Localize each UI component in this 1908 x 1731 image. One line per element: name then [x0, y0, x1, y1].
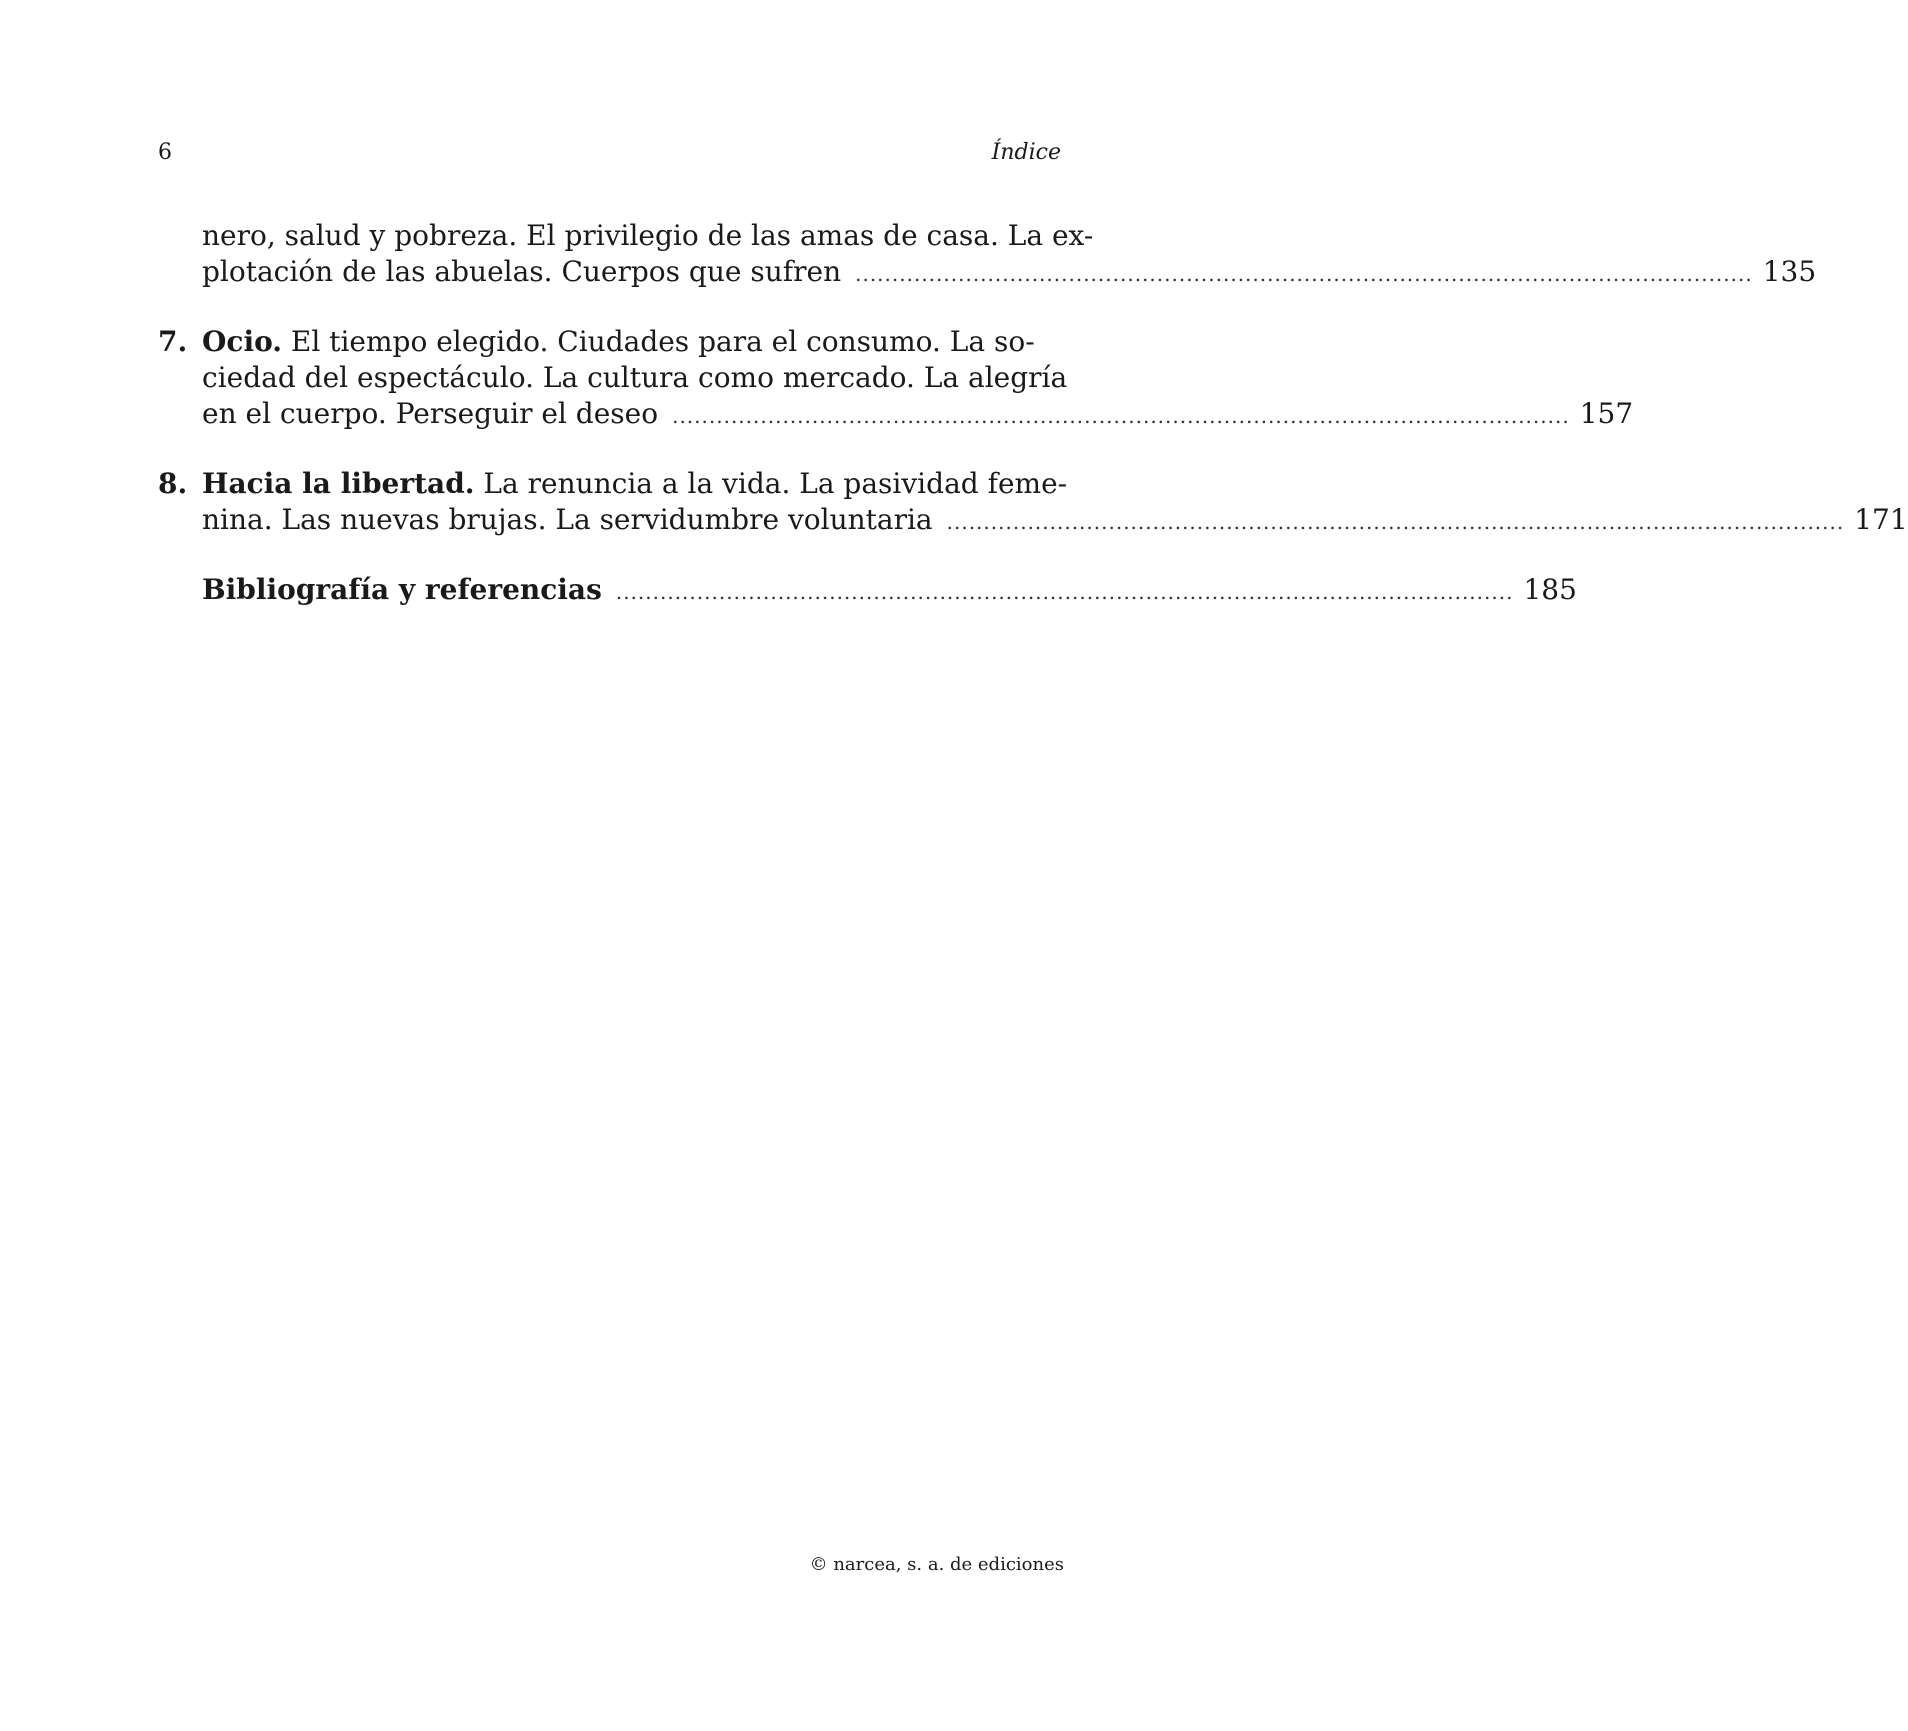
chapter-title: Bibliografía y referencias [202, 573, 602, 606]
chapter-title: Ocio. [202, 325, 283, 358]
toc-last-line: nina. Las nuevas brujas. La servidumbre voluntaria .......................................................................................................................... 171 [202, 502, 1061, 538]
chapter-title: Hacia la libertad. [202, 467, 475, 500]
dot-leader: .......................................................................................................................... [615, 580, 1514, 604]
page-number: 6 [158, 140, 172, 165]
toc-page-ref: 135 [1762, 255, 1817, 288]
dot-leader: .......................................................................................................................... [946, 510, 1845, 534]
chapter-number: 8. [158, 467, 188, 500]
table-of-contents [158, 218, 1908, 642]
toc-entry-chapter-7 [158, 324, 1634, 432]
toc-entry-chapter-8 [158, 466, 1908, 538]
toc-last-line: en el cuerpo. Perseguir el deseo .......................................................................................................................... 157 [202, 396, 1061, 432]
toc-page-ref: 157 [1579, 397, 1634, 430]
dot-leader: .......................................................................................................................... [855, 262, 1753, 286]
toc-line: Ocio. El tiempo elegido. Ciudades para el consumo. La so- [202, 325, 1035, 358]
toc-page-ref: 171 [1854, 503, 1908, 536]
toc-entry-continuation [158, 218, 1817, 290]
dot-leader: .......................................................................................................................... [672, 404, 1570, 428]
toc-last-line [202, 572, 1577, 608]
toc-line: ciedad del espectáculo. La cultura como mercado. La alegría [202, 361, 1068, 394]
running-head: Índice [991, 140, 1061, 165]
toc-line: Hacia la libertad. La renuncia a la vida. La pasividad feme- [202, 467, 1068, 500]
chapter-number: 7. [158, 325, 188, 358]
toc-last-line: plotación de las abuelas. Cuerpos que sufren .......................................................................................................................... 135 [202, 254, 1061, 290]
toc-entry-bibliography [158, 572, 1577, 608]
toc-page-ref: 185 [1523, 573, 1577, 606]
toc-line: nero, salud y pobreza. El privilegio de las amas de casa. La ex- [202, 219, 1094, 252]
copyright-notice: © narcea, s. a. de ediciones [809, 1554, 1064, 1575]
